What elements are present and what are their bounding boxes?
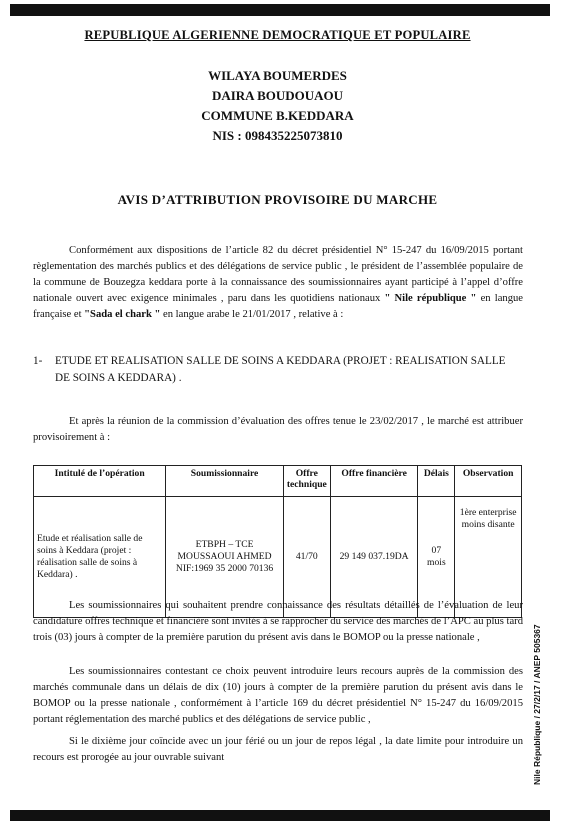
header-observation: Observation	[455, 466, 522, 497]
header-financial: Offre financière	[330, 466, 418, 497]
administration-block	[25, 66, 530, 146]
daira-line: DAIRA BOUDOUAOU	[211, 88, 344, 103]
cell-observation: 1ère enterprise moins disante	[455, 497, 522, 618]
meeting-text: Et après la réunion de la commission d’évaluation des offres tenue le 23/02/2017 , le marché est attribuer provisoirement à :	[33, 416, 523, 443]
award-table	[33, 465, 522, 618]
meeting-paragraph	[33, 414, 523, 446]
item-text: ETUDE ET REALISATION SALLE DE SOINS A KEDDARA (PROJET : REALISATION SALLE DE SOINS A KEDDARA) .	[55, 355, 506, 384]
intro-paragraph	[33, 243, 523, 323]
holiday-text: Si le dixième jour coïncide avec un jour férié ou un jour de repos légal , la date limite pour introduire un recours est prorogée au jour ouvrable suivant	[33, 736, 523, 763]
bidder-line2: MOUSSAOUI AHMED	[177, 551, 272, 562]
delay-value: 07	[431, 545, 442, 556]
results-text: Les soumissionnaires qui souhaitent prendre connaissance des résultats détaillés de l’évaluation de leur candidature offres technique et financière sont invités à se rapprocher du service des marchés de l’APC au plus tard trois (03) jours à compter de la première parution du présent avis dans le BOMOP ou la presse nationale ,	[33, 600, 523, 643]
delay-unit: mois	[427, 557, 446, 568]
header-operation: Intitulé de l’opération	[34, 466, 166, 497]
table-header-row	[34, 466, 522, 497]
intro-part3: en langue arabe le 21/01/2017 , relative à :	[160, 309, 344, 320]
journal-arabic: "Sada el chark "	[84, 309, 161, 320]
cell-operation: Etude et réalisation salle de soins à Keddara (projet : réalisation salle de soins à Keddara) .	[34, 497, 166, 618]
cell-technical: 41/70	[283, 497, 330, 618]
results-paragraph	[33, 598, 523, 646]
commune-line: COMMUNE B.KEDDARA	[201, 108, 354, 123]
recourse-paragraph	[33, 664, 523, 728]
header-delay: Délais	[418, 466, 455, 497]
country-heading: REPUBLIQUE ALGERIENNE DEMOCRATIQUE ET POPULAIRE	[84, 28, 471, 42]
recourse-text: Les soumissionnaires contestant ce choix peuvent introduire leurs recours auprès de la commission des marchés communale dans un délais de dix (10) jours à compter de la première parution du présent avis dans le BOMOP ou la presse nationale , conformément à l’article 169 du décret présidentiel N° 15-247 du 16/09/2015 portant réglementation des marché publics et des délégations de service public ,	[33, 666, 523, 725]
bidder-line3: NIF:1969 35 2000 70136	[175, 563, 274, 574]
header-bidder: Soumissionnaire	[166, 466, 284, 497]
notice-page	[25, 20, 530, 805]
notice-title: AVIS D’ATTRIBUTION PROVISOIRE DU MARCHE	[117, 192, 438, 207]
intro-part2: en langue française et	[33, 293, 523, 320]
header-technical: Offre technique	[283, 466, 330, 497]
publication-reference: Nile République / 27/2/17 / ANEP 505367	[532, 624, 542, 785]
top-border-bar	[10, 4, 550, 16]
intro-part1: Conformément aux dispositions de l’article 82 du décret présidentiel N° 15-247 du 16/09/2015 portant règlementation des marchés publics et des délégations de service public , le président de l’assemblée populaire de la commune de Bouzegza keddara porte à la connaissance des soumissionnaires ayant participé à l’appel d’offre nationale ouvert avec exigence minimales , paru dans les quotidiens nationaux	[33, 245, 523, 304]
item-number: 1-	[33, 355, 43, 367]
journal-french: " Nile république "	[384, 293, 477, 304]
bottom-border-bar	[10, 810, 550, 821]
bidder-line1: ETBPH – TCE	[195, 539, 254, 550]
holiday-paragraph	[33, 734, 523, 766]
cell-financial: 29 149 037.19DA	[330, 497, 418, 618]
wilaya-line: WILAYA BOUMERDES	[208, 68, 347, 83]
nis-line: NIS : 098435225073810	[212, 128, 343, 143]
